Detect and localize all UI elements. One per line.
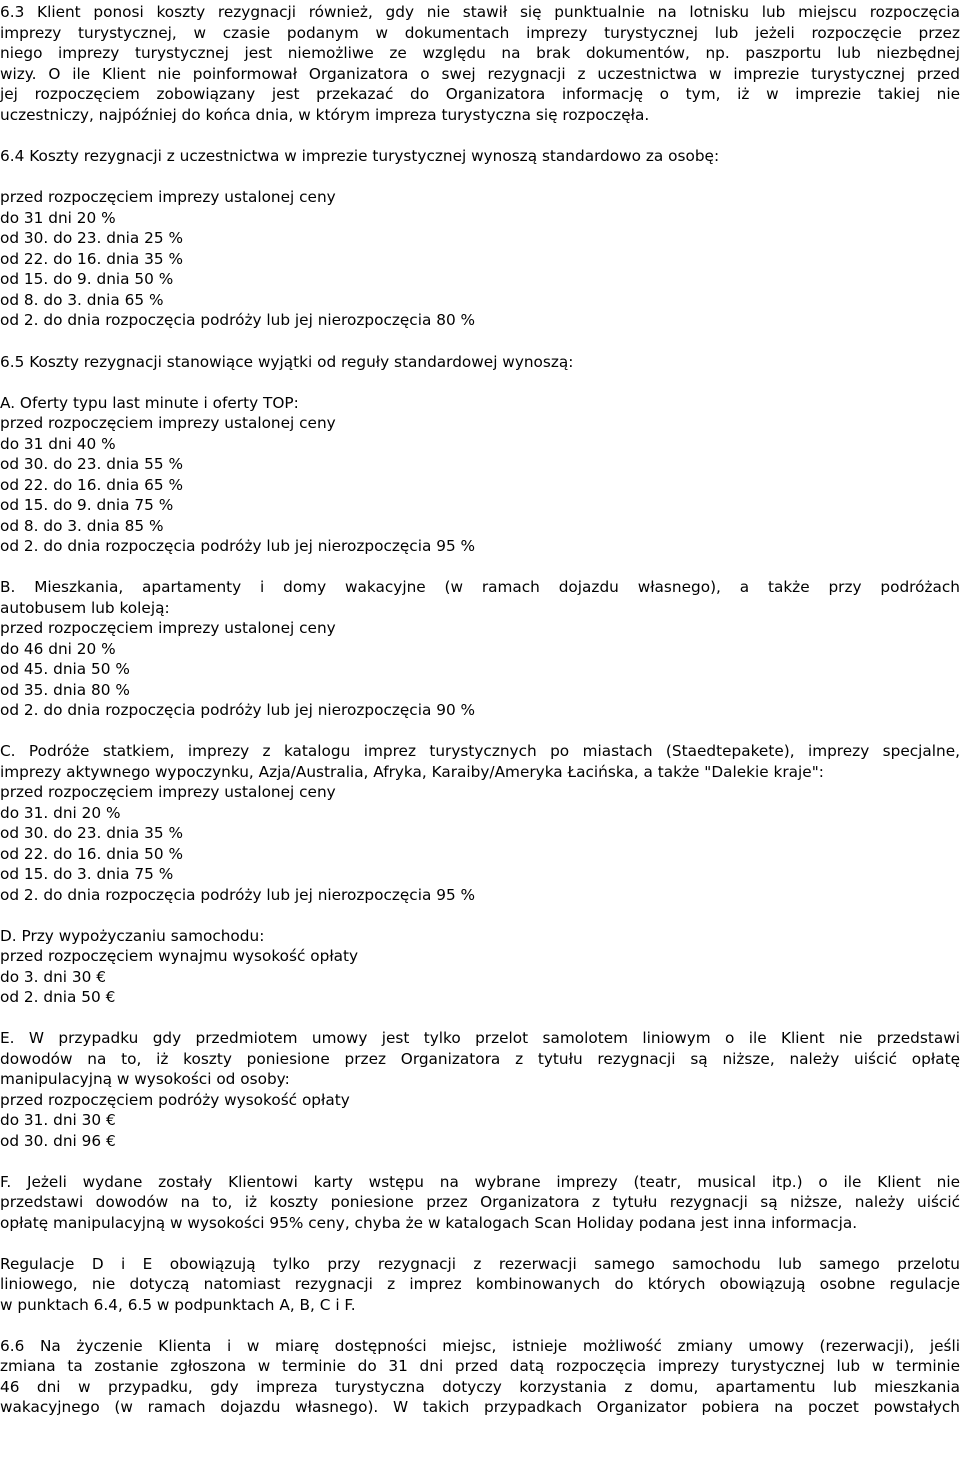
text-line: imprezy aktywnego wypoczynku, Azja/Australia, Afryka, Karaiby/Ameryka Łacińska, a także "Dalekie kraje": — [0, 762, 824, 781]
text-line: od 22. do 16. dnia 35 % — [0, 249, 183, 268]
text-line: A. Oferty typu last minute i oferty TOP: — [0, 393, 299, 412]
text-line: do 31. dni 20 % — [0, 803, 121, 822]
text-line: od 2. do dnia rozpoczęcia podróży lub jej nierozpoczęcia 80 % — [0, 311, 476, 329]
paragraph-sec-6-3 — [0, 2, 960, 125]
text-line: F. Jeżeli wydane zostały Klientowi karty wstępu na wybrane imprezy (teatr, musical itp.) o ile Klient nie — [0, 1172, 960, 1191]
paragraph-sec-6-5-b — [0, 577, 960, 721]
text-line: wakacyjnego (w ramach dojazdu własnego). W takich przypadkach Organizator pobiera na poczet powstałych — [0, 1398, 960, 1416]
text-line: od 15. do 3. dnia 75 % — [0, 865, 174, 883]
text-line: do 31 dni 20 % — [0, 208, 116, 227]
text-line: uczestniczy, najpóźniej do końca dnia, w którym impreza turystyczna się rozpoczęła. — [0, 105, 650, 124]
text-line: wizy. O ile Klient nie poinformował Organizatora o swej rezygnacji z uczestnictwa w imprezie turystycznej przed — [0, 64, 960, 83]
text-line: do 31 dni 40 % — [0, 434, 116, 453]
text-line: od 8. do 3. dnia 65 % — [0, 290, 164, 309]
text-line: do 46 dni 20 % — [0, 639, 116, 658]
text-line: przed rozpoczęciem imprezy ustalonej ceny — [0, 783, 336, 801]
text-line: od 2. do dnia rozpoczęcia podróży lub jej nierozpoczęcia 95 % — [0, 537, 476, 555]
paragraph-regulations-note — [0, 1254, 960, 1316]
text-line: od 35. dnia 80 % — [0, 680, 130, 699]
text-line: w punktach 6.4, 6.5 w podpunktach A, B, C i F. — [0, 1295, 356, 1314]
text-line: od 30. do 23. dnia 55 % — [0, 455, 183, 473]
text-line: od 30. do 23. dnia 25 % — [0, 229, 183, 247]
text-line: od 15. do 9. dnia 75 % — [0, 496, 174, 514]
text-line: B. Mieszkania, apartamenty i domy wakacyjne (w ramach dojazdu własnego), a także przy podróżach — [0, 578, 960, 596]
text-line: od 2. dnia 50 € — [0, 988, 116, 1006]
text-line: od 15. do 9. dnia 50 % — [0, 270, 174, 288]
paragraph-sec-6-6 — [0, 1336, 960, 1418]
text-line: od 2. do dnia rozpoczęcia podróży lub jej nierozpoczęcia 95 % — [0, 885, 476, 904]
text-line: 6.6 Na życzenie Klienta i w miarę dostępności miejsc, istnieje możliwość zmiany umowy (rezerwacji), jeśli — [0, 1336, 960, 1355]
text-line: do 3. dni 30 € — [0, 967, 106, 986]
text-line: od 2. do dnia rozpoczęcia podróży lub jej nierozpoczęcia 90 % — [0, 701, 476, 719]
text-line: imprezy turystycznej, w czasie podanym w dokumentach imprezy turystycznej lub jeżeli rozpoczęcie przez — [0, 23, 960, 42]
text-line: przed rozpoczęciem imprezy ustalonej ceny — [0, 619, 336, 637]
text-line: przed rozpoczęciem wynajmu wysokość opłaty — [0, 947, 359, 965]
text-line: liniowego, nie dotyczą natomiast rezygnacji z imprez kombinowanych do których obowiązują osobne regulacje — [0, 1275, 960, 1293]
text-line: jej rozpoczęciem zobowiązany jest przekazać do Organizatora informację o tym, iż w imprezie takiej nie — [0, 85, 960, 103]
text-line: od 22. do 16. dnia 65 % — [0, 475, 183, 494]
text-line: 46 dni w przypadku, gdy impreza turystyczna dotyczy korzystania z domu, apartamentu lub mieszkania — [0, 1377, 960, 1396]
text-line: manipulacyjną w wysokości od osoby: — [0, 1070, 290, 1088]
text-line: od 45. dnia 50 % — [0, 660, 130, 678]
text-line: przedstawi dowodów na to, iż koszty poniesione przez Organizatora z tytułu rezygnacji są niższe, należy uiścić — [0, 1193, 960, 1211]
text-line: dowodów na to, iż koszty poniesione przez Organizatora z tytułu rezygnacji są niższe, należy uiścić opłatę — [0, 1049, 960, 1068]
text-line: D. Przy wypożyczaniu samochodu: — [0, 926, 265, 945]
text-line: od 30. dni 96 € — [0, 1131, 116, 1150]
text-line: autobusem lub koleją: — [0, 598, 170, 617]
paragraph-sec-6-5-f — [0, 1172, 960, 1234]
text-line: C. Podróże statkiem, imprezy z katalogu imprez turystycznych po miastach (Staedtepakete), imprezy specjalne, — [0, 742, 960, 760]
text-line: Regulacje D i E obowiązują tylko przy rezygnacji z rezerwacji samego samochodu lub samego przelotu — [0, 1254, 960, 1273]
text-line: od 8. do 3. dnia 85 % — [0, 516, 164, 535]
text-line: opłatę manipulacyjną w wysokości 95% ceny, chyba że w katalogach Scan Holiday podana jest inna informacja. — [0, 1213, 858, 1232]
paragraph-sec-6-5-e — [0, 1028, 960, 1151]
text-line: przed rozpoczęciem imprezy ustalonej ceny — [0, 414, 336, 432]
text-line: od 30. do 23. dnia 35 % — [0, 824, 183, 842]
text-line: E. W przypadku gdy przedmiotem umowy jest tylko przelot samolotem liniowym o ile Klient nie przedstawi — [0, 1029, 960, 1047]
text-line: 6.3 Klient ponosi koszty rezygnacji również, gdy nie stawił się punktualnie na lotnisku lub miejscu rozpoczęcia — [0, 3, 960, 21]
text-line: przed rozpoczęciem imprezy ustalonej ceny — [0, 188, 336, 206]
text-line: niego imprezy turystycznej jest niemożliwe ze względu na brak dokumentów, np. paszportu lub niezbędnej — [0, 44, 960, 62]
paragraph-sec-6-4-heading — [0, 146, 960, 167]
paragraph-sec-6-5-a — [0, 393, 960, 557]
text-line: od 22. do 16. dnia 50 % — [0, 844, 183, 863]
text-line: 6.4 Koszty rezygnacji z uczestnictwa w imprezie turystycznej wynoszą standardowo za osobę: — [0, 147, 720, 165]
paragraph-sec-6-5-c — [0, 741, 960, 905]
text-line: przed rozpoczęciem podróży wysokość opłaty — [0, 1090, 350, 1109]
text-line: do 31. dni 30 € — [0, 1111, 116, 1129]
paragraph-sec-6-4-list — [0, 187, 960, 331]
text-line: zmiana ta zostanie zgłoszona w terminie do 31 dni przed datą rozpoczęcia imprezy turystycznej lub w terminie — [0, 1357, 960, 1375]
paragraph-sec-6-5-heading — [0, 352, 960, 373]
paragraph-sec-6-5-d — [0, 926, 960, 1008]
text-line: 6.5 Koszty rezygnacji stanowiące wyjątki od reguły standardowej wynoszą: — [0, 352, 574, 371]
